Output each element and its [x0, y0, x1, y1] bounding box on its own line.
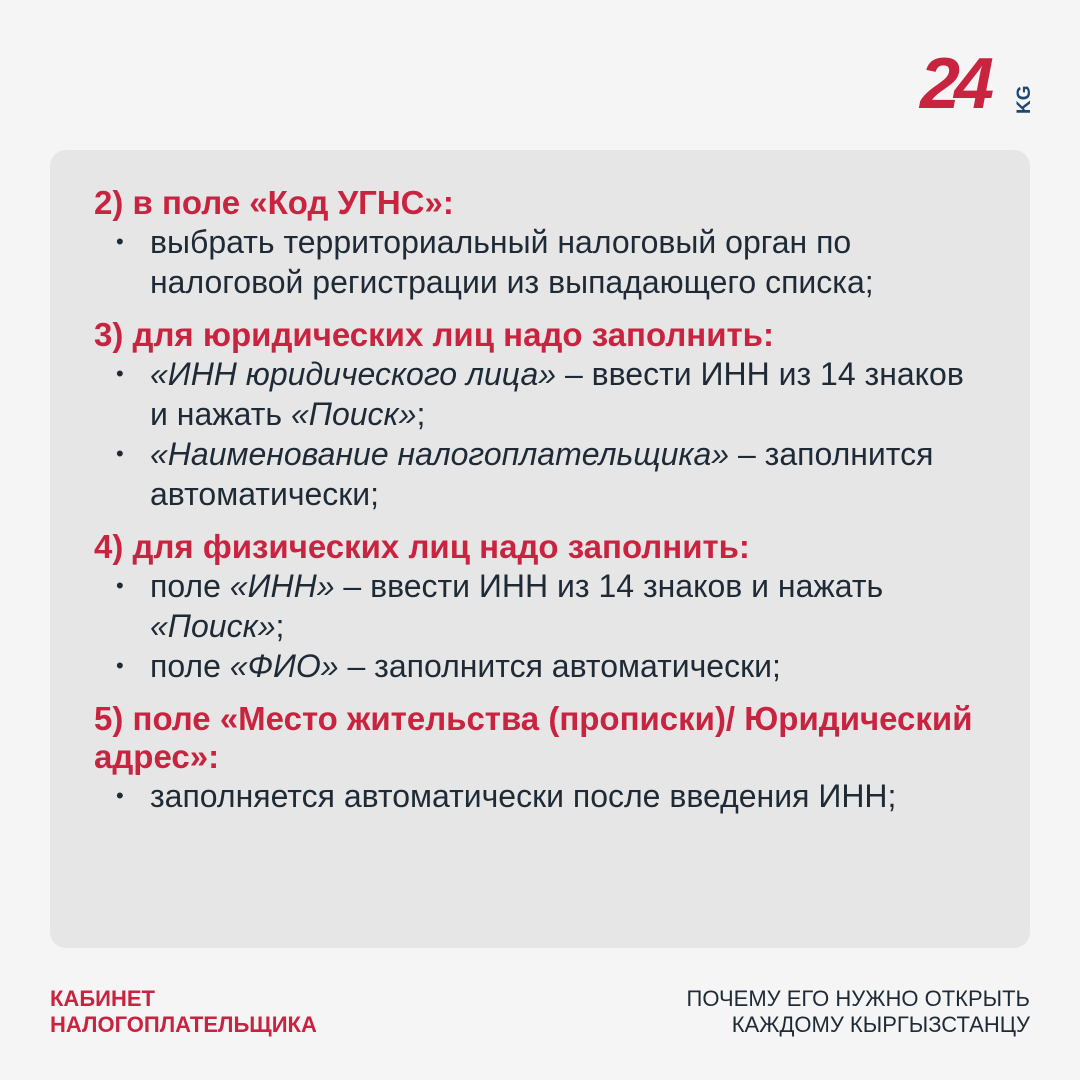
- bullet-item: [94, 566, 990, 646]
- field-name: «Наименование налогоплательщика»: [150, 436, 730, 472]
- section-heading: 4) для физических лиц надо заполнить:: [94, 528, 750, 565]
- bullet-item: [94, 354, 990, 434]
- bullet-text: – заполнится автоматически;: [150, 436, 934, 512]
- bullet-text: – заполнится автоматически;: [338, 648, 781, 684]
- bullet-text: ;: [416, 396, 426, 432]
- bullet-text: поле: [150, 648, 230, 684]
- bullet-dot-icon: •: [116, 229, 124, 254]
- bullet-dot-icon: •: [116, 653, 124, 678]
- section: [94, 316, 990, 514]
- section-heading: 2) в поле «Код УГНС»:: [94, 184, 454, 221]
- logo-24kg: [918, 48, 1036, 118]
- field-name: «ИНН»: [229, 568, 335, 604]
- footer-right-line: ПОЧЕМУ ЕГО НУЖНО ОТКРЫТЬ: [686, 986, 1030, 1011]
- bullet-item: [94, 776, 990, 816]
- section-heading: 5) поле «Место жительства (прописки)/ Юридический адрес»:: [94, 700, 973, 775]
- bullet-dot-icon: •: [116, 441, 124, 466]
- bullet-text: выбрать территориальный налоговый орган по налоговой регистрации из выпадающего списка;: [150, 224, 874, 300]
- section: [94, 700, 990, 816]
- logo-24kg-mark: [918, 48, 1036, 118]
- footer-left-line: КАБИНЕТ: [50, 986, 155, 1011]
- bullet-list: [94, 354, 990, 514]
- bullet-item: [94, 434, 990, 514]
- bullet-dot-icon: •: [116, 573, 124, 598]
- bullet-text: ;: [275, 608, 285, 644]
- bullet-dot-icon: •: [116, 783, 124, 808]
- logo-kg-text: KG: [1014, 85, 1035, 114]
- bullet-text: поле: [150, 568, 230, 604]
- section-heading: 3) для юридических лиц надо заполнить:: [94, 316, 774, 353]
- logo-24-text: 24: [920, 48, 989, 118]
- field-name: «Поиск»: [150, 608, 276, 644]
- bullet-list: [94, 776, 990, 816]
- section: [94, 528, 990, 686]
- bullet-item: [94, 222, 990, 302]
- footer-right-title: [687, 986, 1030, 1038]
- bullet-item: [94, 646, 990, 686]
- footer-right-line: КАЖДОМУ КЫРГЫЗСТАНЦУ: [731, 1012, 1030, 1037]
- footer-left-title: [50, 986, 317, 1038]
- field-name: «ИНН юридического лица»: [150, 356, 557, 392]
- bullet-text: заполняется автоматически после введения ИНН;: [150, 778, 897, 814]
- bullet-list: [94, 566, 990, 686]
- section: [94, 184, 990, 302]
- bullet-text: – ввести ИНН из 14 знаков и нажать: [150, 356, 964, 432]
- field-name: «ФИО»: [229, 648, 339, 684]
- footer-left-line: НАЛОГОПЛАТЕЛЬЩИКА: [50, 1012, 317, 1037]
- instructions-card: [50, 150, 1030, 948]
- field-name: «Поиск»: [290, 396, 417, 432]
- bullet-list: [94, 222, 990, 302]
- bullet-text: – ввести ИНН из 14 знаков и нажать: [334, 568, 884, 604]
- bullet-dot-icon: •: [116, 361, 124, 386]
